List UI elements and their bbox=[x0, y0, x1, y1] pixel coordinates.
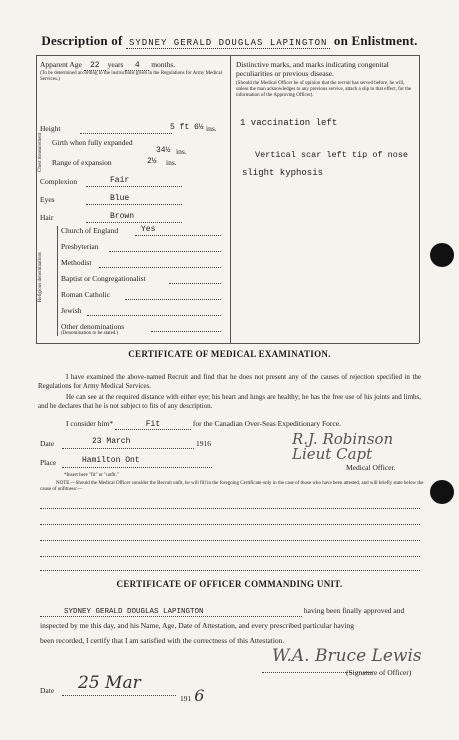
religion-row: Church of England Yes bbox=[61, 226, 221, 242]
fitness-value: Fit bbox=[115, 420, 191, 430]
commanding-line-2: inspected by me this day, and his Name, Age, Date of Attestation, and every prescribed particular having bbox=[40, 621, 355, 630]
height-value: 5 ft 6½ bbox=[170, 123, 204, 132]
height-label: Height bbox=[40, 124, 61, 133]
commanding-certificate-heading: CERTIFICATE OF OFFICER COMMANDING UNIT. bbox=[116, 579, 343, 589]
unfitness-line bbox=[40, 524, 420, 525]
girth-label: Girth when fully expanded bbox=[52, 138, 133, 147]
religion-row: Methodist bbox=[61, 258, 221, 274]
commanding-officer-signature: W.A. Bruce Lewis bbox=[272, 646, 422, 666]
medical-year: 1916 bbox=[196, 439, 211, 448]
unfitness-line bbox=[40, 540, 420, 541]
commanding-line-1: SYDNEY GERALD DOUGLAS LAPINGTON having been finally approved and bbox=[40, 606, 425, 617]
religion-row: Roman Catholic bbox=[61, 290, 221, 306]
mark-entry: slight kyphosis bbox=[242, 168, 324, 178]
table-right-border bbox=[419, 55, 420, 343]
religion-list bbox=[61, 226, 221, 337]
expansion-label: Range of expansion bbox=[52, 158, 112, 167]
marks-note: (Should the Medical Officer be of opinion that the recruit has served before, he will, unless the man acknowledges to any previous service, attach a slip to that effect, for the information of the Approving Officer). bbox=[236, 81, 412, 98]
marks-heading: Distinctive marks, and marks indicating congenital peculiarities or previous disease. bbox=[236, 60, 389, 78]
medical-certificate-heading: CERTIFICATE OF MEDICAL EXAMINATION. bbox=[128, 349, 331, 359]
religion-row: Baptist or Congregationalist bbox=[61, 274, 221, 290]
mark-entry: 1 vaccination left bbox=[240, 118, 338, 128]
eyes-label: Eyes bbox=[40, 195, 55, 204]
commanding-date-label: Date bbox=[40, 686, 55, 695]
other-denomination-note: (Denomination to be stated.) bbox=[61, 331, 119, 336]
medical-place-label: Place bbox=[40, 458, 57, 467]
recruit-name: SYDNEY GERALD DOUGLAS LAPINGTON bbox=[126, 38, 330, 49]
punch-hole-bottom bbox=[430, 480, 454, 504]
commanding-signature-label: (Signature of Officer) bbox=[346, 668, 412, 677]
age-row: Apparent Age 22 years 4 months. bbox=[40, 60, 176, 70]
religion-row: Other denominations bbox=[61, 322, 221, 331]
commanding-line-3: been recorded, I certify that I am satisfied with the correctness of this Attestation. bbox=[40, 636, 285, 645]
complexion-label: Complexion bbox=[40, 177, 78, 186]
fit-footnote: *Insert here "fit" or "unfit." bbox=[64, 473, 119, 478]
unfitness-line bbox=[40, 570, 420, 571]
expansion-value: 2½ bbox=[147, 157, 157, 166]
medical-date-value: 23 March bbox=[92, 437, 131, 446]
chest-measurement-label: Chest measurement bbox=[38, 132, 43, 172]
hair-value: Brown bbox=[110, 212, 135, 221]
religion-row: Presbyterian bbox=[61, 242, 221, 258]
table-left-border bbox=[36, 55, 37, 343]
age-note: (To be determined according to the instructions given in the Regulations for Army Medical Services.) bbox=[40, 71, 222, 82]
religion-row: Jewish bbox=[61, 306, 221, 322]
girth-value: 34½ bbox=[156, 146, 171, 155]
medical-date-label: Date bbox=[40, 439, 55, 448]
medical-para-2: He can see at the required distance with either eye; his heart and lungs are healthy; he has the free use of his joints and limbs, and he declares that he is not subject to fits of any description. bbox=[38, 393, 421, 410]
unfitness-line bbox=[40, 508, 420, 509]
eyes-value: Blue bbox=[110, 194, 130, 203]
table-top-border bbox=[36, 55, 419, 56]
commanding-date-value: 25 Mar bbox=[78, 673, 141, 693]
religion-value: Yes bbox=[141, 225, 156, 234]
medical-para-1: I have examined the above-named Recruit and find that he does not present any of the causes of rejection specified in the Regulations for Army Medical Services. bbox=[38, 373, 421, 390]
religious-denominations-label: Religious denominations bbox=[38, 252, 43, 302]
expansion-unit: ins. bbox=[166, 158, 177, 167]
unfit-note: NOTE.—Should the Medical Officer consider the Recruit unfit, he will fill in the foregoing Certificate only in the case of those who have been attested, and will briefly state below the cause of unfitness:— bbox=[40, 481, 424, 492]
height-unit: ins. bbox=[206, 124, 217, 133]
commanding-year: 191 6 bbox=[180, 686, 205, 705]
girth-unit: ins. bbox=[176, 147, 187, 156]
mark-entry: Vertical scar left tip of nose bbox=[255, 150, 409, 160]
consider-row: I consider him* Fit for the Canadian Over-Seas Expeditionary Force. bbox=[66, 419, 341, 429]
punch-hole-top bbox=[430, 243, 454, 267]
age-months: 4 bbox=[125, 61, 149, 71]
unfitness-line bbox=[40, 556, 420, 557]
medical-officer-label: Medical Officer. bbox=[346, 463, 396, 472]
page-title: Description of SYDNEY GERALD DOUGLAS LAPINGTON on Enlistment. bbox=[41, 33, 418, 48]
table-divider bbox=[230, 55, 231, 343]
medical-place-value: Hamilton Ont bbox=[82, 456, 140, 465]
hair-label: Hair bbox=[40, 213, 54, 222]
table-bottom-border bbox=[36, 343, 419, 344]
age-years: 22 bbox=[84, 61, 106, 71]
medical-officer-signature: R.J. Robinson Lieut Capt bbox=[292, 430, 394, 463]
commanding-recruit-name: SYDNEY GERALD DOUGLAS LAPINGTON bbox=[40, 608, 302, 617]
complexion-value: Fair bbox=[110, 176, 130, 185]
